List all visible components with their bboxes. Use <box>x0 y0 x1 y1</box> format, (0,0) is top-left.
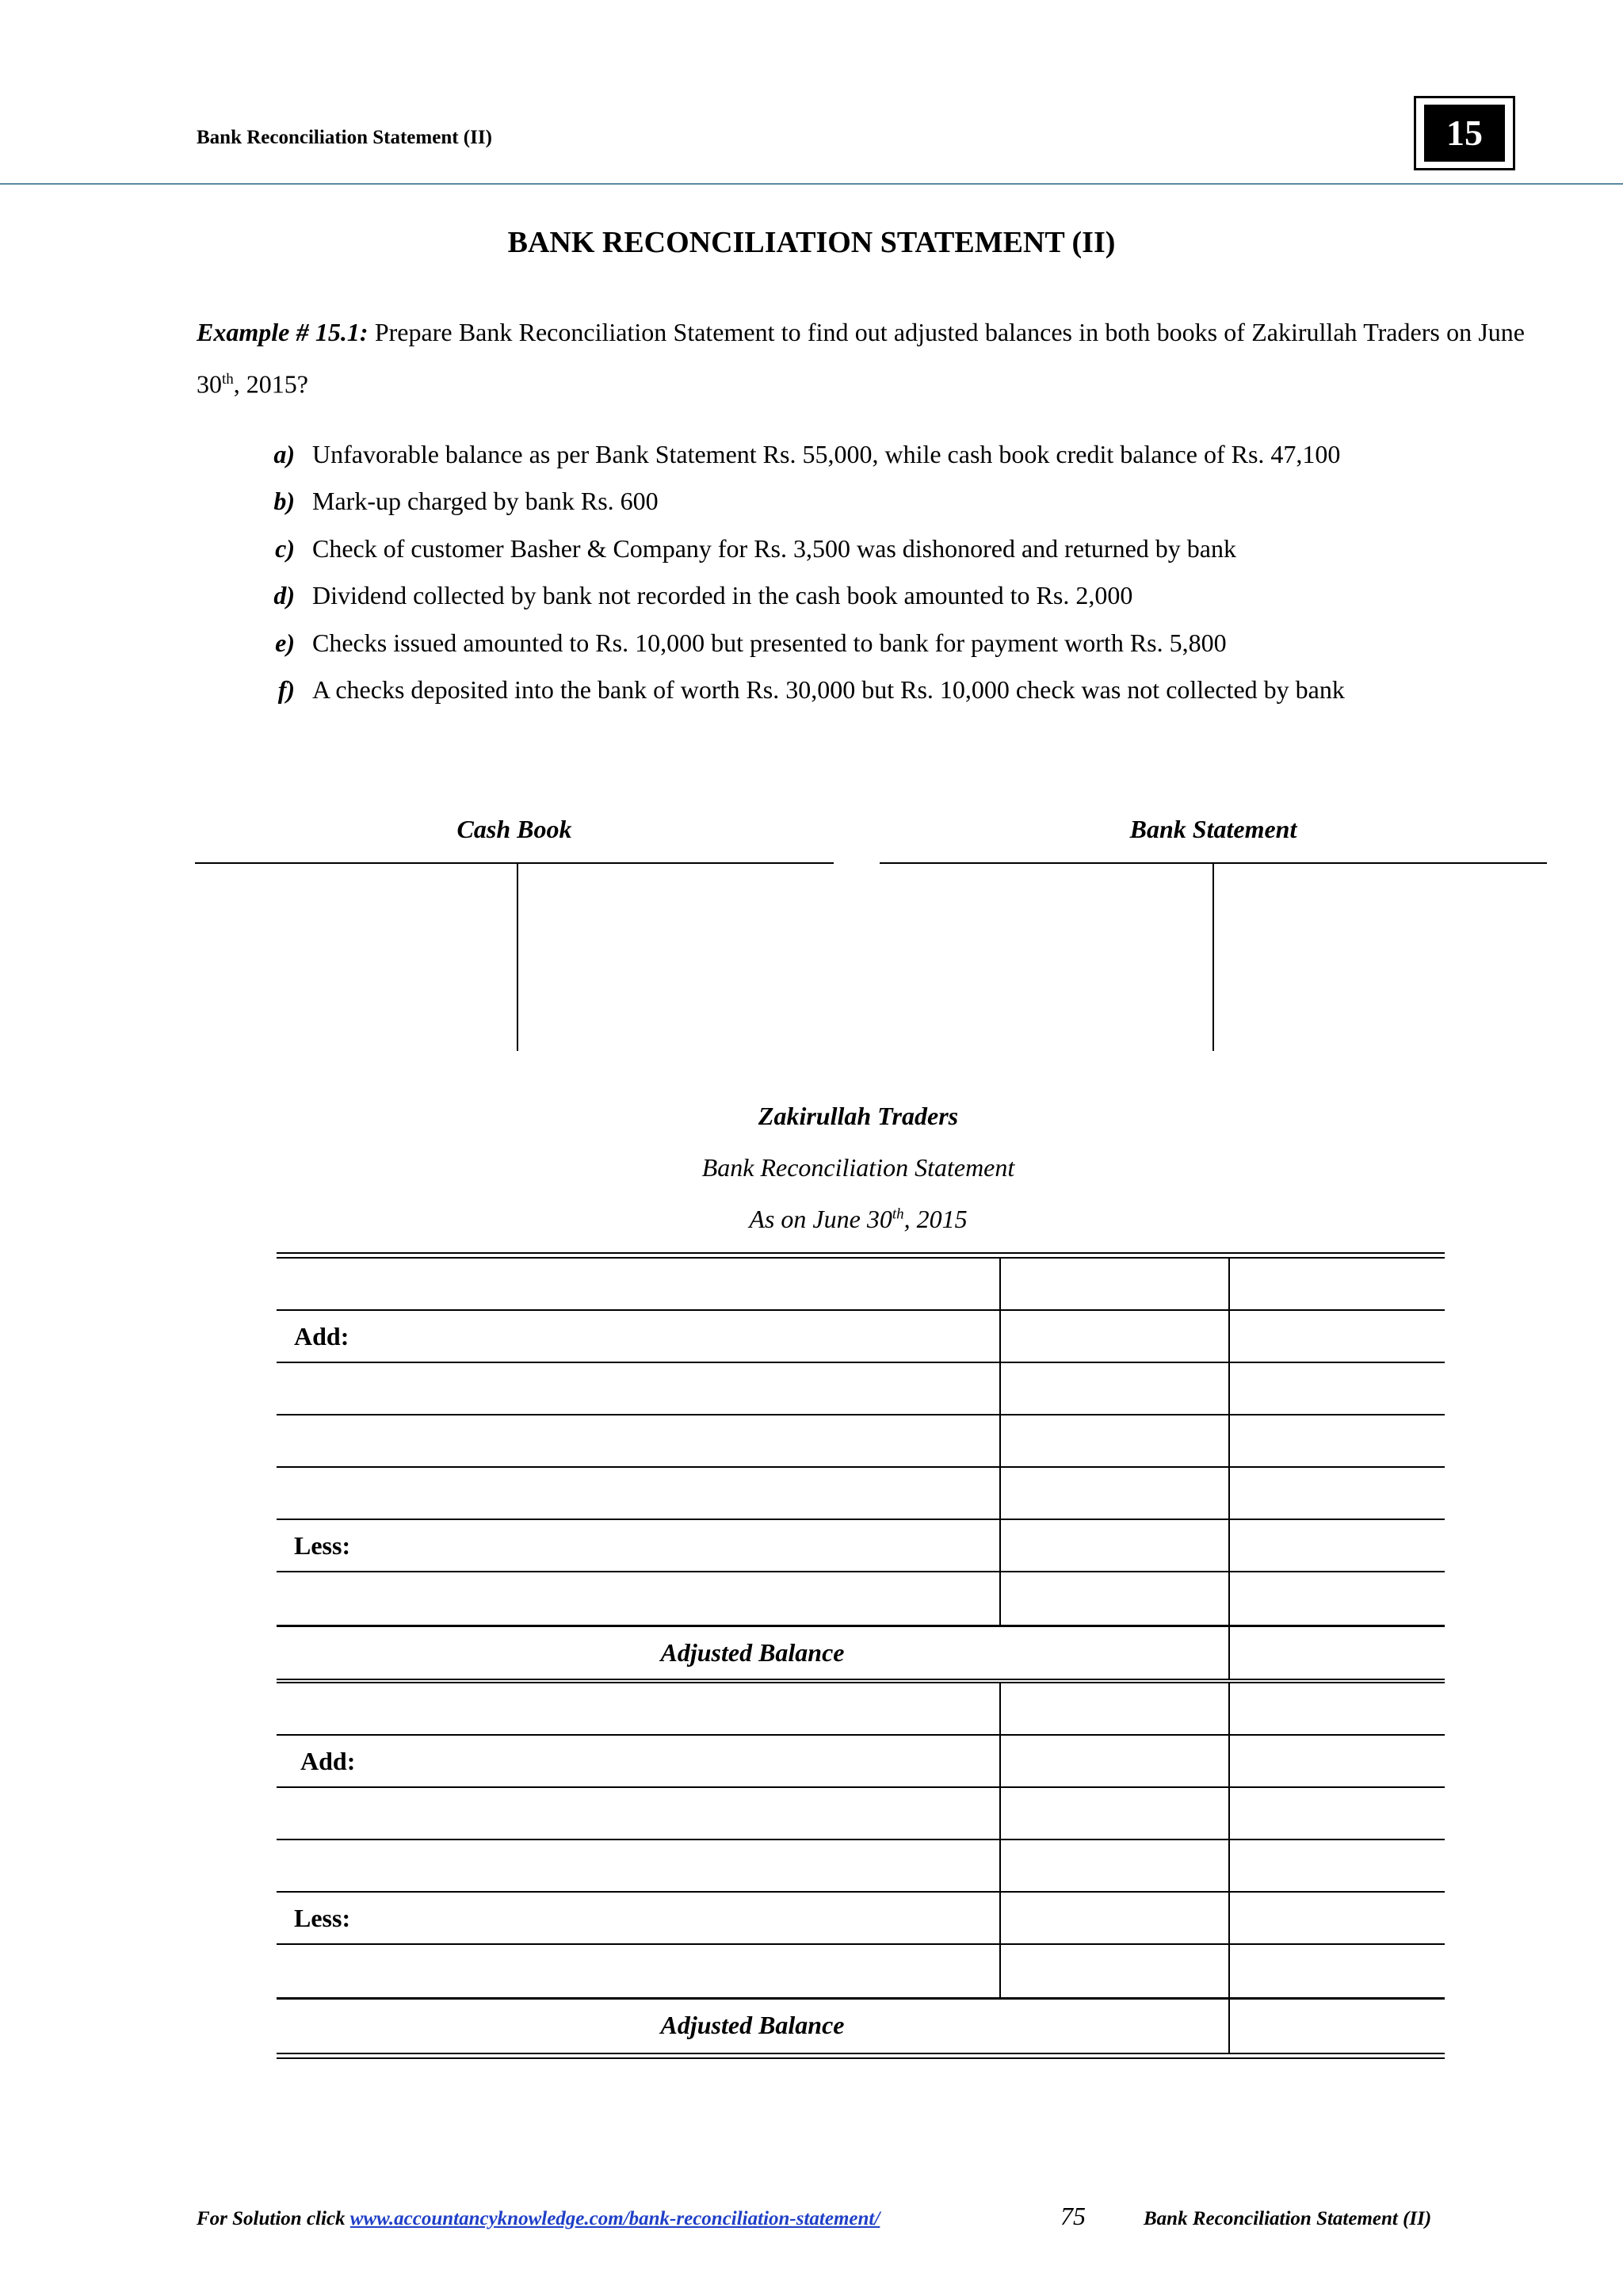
statement-date <box>0 1205 1623 1234</box>
list-item <box>238 620 1345 667</box>
item-text: Mark-up charged by bank Rs. 600 <box>312 487 659 516</box>
list-item <box>238 478 1345 525</box>
table-row <box>277 1736 1445 1788</box>
table-row <box>277 1893 1445 1945</box>
company-name: Zakirullah Traders <box>758 1102 959 1130</box>
table-row <box>277 1840 1445 1893</box>
footer-prefix: For Solution click <box>197 2208 350 2229</box>
table-row <box>277 1520 1445 1572</box>
list-item <box>238 572 1345 619</box>
item-text: Dividend collected by bank not recorded in the cash book amounted to Rs. 2,000 <box>312 581 1133 610</box>
item-letter: e) <box>275 628 295 657</box>
table-row <box>277 1363 1445 1415</box>
date-year: , 2015 <box>903 1205 968 1233</box>
page-number: 75 <box>1060 2202 1086 2230</box>
table-row <box>277 1311 1445 1363</box>
page-title: BANK RECONCILIATION STATEMENT (II) <box>507 226 1116 259</box>
statement-name: Bank Reconciliation Statement <box>701 1153 1015 1182</box>
table-top-double-rule <box>277 1252 1445 1259</box>
example-label: Example # 15.1: <box>197 318 369 346</box>
item-letter: b) <box>273 487 295 516</box>
reconciliation-table <box>277 1252 1445 2059</box>
table-row <box>277 1415 1445 1468</box>
add-label: Add: <box>300 1747 356 1775</box>
cash-book-rule <box>195 862 834 864</box>
item-letter: c) <box>275 533 295 563</box>
add-label: Add: <box>294 1322 349 1350</box>
table-row <box>277 1468 1445 1520</box>
cash-book-divider <box>517 864 518 1051</box>
item-letter: f) <box>277 674 295 704</box>
list-item <box>238 431 1345 478</box>
header-divider <box>0 183 1623 185</box>
bank-statement-title: Bank Statement <box>1129 815 1297 843</box>
example-text-end: , 2015? <box>233 369 308 399</box>
table-bottom-double-rule <box>277 2053 1445 2059</box>
list-item <box>238 667 1345 713</box>
less-label: Less: <box>294 1904 351 1932</box>
item-letter: d) <box>273 581 295 610</box>
adjusted-balance-row <box>277 1625 1445 1680</box>
less-label: Less: <box>294 1531 351 1560</box>
item-text: A checks deposited into the bank of worth Rs. 30,000 but Rs. 10,000 check was not collected by bank <box>312 674 1345 704</box>
table-row <box>277 1788 1445 1840</box>
chapter-number: 15 <box>1424 105 1505 162</box>
chapter-number-badge <box>1414 96 1515 170</box>
footer-title: Bank Reconciliation Statement (II) <box>1144 2208 1432 2229</box>
adjusted-balance-label: Adjusted Balance <box>660 2011 845 2039</box>
solution-link[interactable]: www.accountancyknowledge.com/bank-reconciliation-statement/ <box>349 2208 880 2229</box>
item-text: Unfavorable balance as per Bank Statement Rs. 55,000, while cash book credit balance of Rs. 47,100 <box>312 440 1341 468</box>
bank-statement-divider <box>1212 864 1214 1051</box>
adjusted-balance-row <box>277 1997 1445 2053</box>
item-text: Check of customer Basher & Company for Rs. 3,500 was dishonored and returned by bank <box>312 533 1236 563</box>
date-text: As on June 30 <box>749 1205 892 1233</box>
table-row <box>277 1945 1445 1997</box>
example-text: Prepare Bank Reconciliation Statement to find out adjusted balances in both books of Zakirullah Traders on June 30 <box>197 318 1526 399</box>
adjusted-balance-label: Adjusted Balance <box>660 1638 845 1667</box>
item-text: Checks issued amounted to Rs. 10,000 but presented to bank for payment worth Rs. 5,800 <box>312 628 1227 657</box>
list-item <box>238 525 1345 572</box>
table-row <box>277 1683 1445 1736</box>
transactions-list <box>238 431 1345 713</box>
example-sup: th <box>222 371 234 388</box>
cash-book-title: Cash Book <box>456 815 572 843</box>
date-sup: th <box>892 1205 904 1223</box>
table-row <box>277 1259 1445 1311</box>
table-row <box>277 1572 1445 1625</box>
item-letter: a) <box>273 440 295 468</box>
example-question <box>197 309 1525 408</box>
running-header-title: Bank Reconciliation Statement (II) <box>197 127 492 148</box>
footer-solution-note <box>197 2208 880 2230</box>
